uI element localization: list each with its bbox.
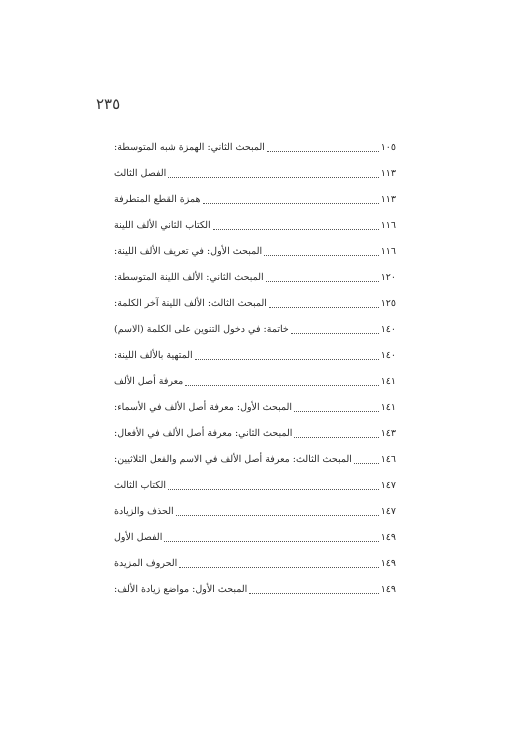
toc-dot-leader bbox=[266, 281, 379, 282]
toc-entry bbox=[114, 496, 396, 522]
toc-entry-page: ١٢٥ bbox=[380, 298, 396, 309]
toc-dot-leader bbox=[168, 489, 379, 490]
toc-dot-leader bbox=[249, 593, 378, 594]
toc-entry bbox=[114, 470, 396, 496]
toc-dot-leader bbox=[354, 463, 379, 464]
toc-entry bbox=[114, 574, 396, 600]
toc-entry bbox=[114, 366, 396, 392]
toc-dot-leader bbox=[203, 203, 379, 204]
toc-entry-title: الكتاب الثالث bbox=[114, 480, 167, 491]
toc-entry-page: ١٤٩ bbox=[380, 532, 396, 543]
toc-entry-page: ١٤٠ bbox=[380, 350, 396, 361]
toc-entry-title: المبحث الثالث: الألف اللينة آخر الكلمة: bbox=[114, 298, 267, 309]
toc-entry bbox=[114, 158, 396, 184]
toc-entry-page: ١٤٧ bbox=[380, 480, 396, 491]
toc-entry-page: ١٤٧ bbox=[380, 506, 396, 517]
toc-entry-page: ١١٣ bbox=[380, 168, 396, 179]
toc-entry-page: ١٤٠ bbox=[380, 324, 396, 335]
toc-entry bbox=[114, 236, 396, 262]
toc-dot-leader bbox=[185, 385, 378, 386]
toc-entry-title: المبحث الأول: مواضع زيادة الألف: bbox=[114, 584, 248, 595]
toc-dot-leader bbox=[168, 177, 378, 178]
toc-entry-page: ١٤٩ bbox=[380, 558, 396, 569]
toc-entry bbox=[114, 184, 396, 210]
toc-dot-leader bbox=[294, 411, 379, 412]
toc-entry-title: معرفة أصل الألف bbox=[114, 376, 184, 387]
toc-entry-page: ١٤١ bbox=[380, 402, 396, 413]
toc-entry bbox=[114, 444, 396, 470]
toc-entry-title: المبحث الثاني: الهمزة شبه المتوسطة: bbox=[114, 142, 265, 153]
toc-entry-title: الكتاب الثاني الألف اللينة bbox=[114, 220, 211, 231]
toc-entry-page: ١١٦ bbox=[380, 220, 396, 231]
toc-dot-leader bbox=[291, 333, 379, 334]
toc-entry-title: الفصل الثالث bbox=[114, 168, 167, 179]
toc-entry bbox=[114, 288, 396, 314]
toc-entry-page: ١٤١ bbox=[380, 376, 396, 387]
toc-entry-page: ١١٣ bbox=[380, 194, 396, 205]
toc-entry-page: ١٤٩ bbox=[380, 584, 396, 595]
toc-entry bbox=[114, 132, 396, 158]
toc-dot-leader bbox=[179, 567, 378, 568]
toc-entry bbox=[114, 262, 396, 288]
toc-entry-page: ١٢٠ bbox=[380, 272, 396, 283]
toc-dot-leader bbox=[267, 151, 379, 152]
toc-entry-page: ١٤٣ bbox=[380, 428, 396, 439]
toc-entry bbox=[114, 548, 396, 574]
toc-entry-title: المبحث الأول: في تعريف الألف اللينة: bbox=[114, 246, 263, 257]
toc-entry-title: الحذف والزيادة bbox=[114, 506, 174, 517]
toc-entry-title: همزة القطع المتطرفة bbox=[114, 194, 201, 205]
toc-entry-title: الفصل الأول bbox=[114, 532, 163, 543]
toc-dot-leader bbox=[294, 437, 378, 438]
toc-entry bbox=[114, 418, 396, 444]
toc-dot-leader bbox=[269, 307, 379, 308]
toc-entry-title: المبحث الأول: معرفة أصل الألف في الأسماء: bbox=[114, 402, 292, 413]
table-of-contents bbox=[114, 132, 396, 600]
page-number: ٢٣٥ bbox=[96, 95, 121, 113]
toc-entry-page: ١١٦ bbox=[380, 246, 396, 257]
toc-entry-title: خاتمة: في دخول التنوين على الكلمة (الاسم) bbox=[114, 324, 289, 335]
toc-dot-leader bbox=[264, 255, 379, 256]
toc-dot-leader bbox=[213, 229, 379, 230]
toc-dot-leader bbox=[164, 541, 378, 542]
toc-entry bbox=[114, 522, 396, 548]
toc-entry-page: ١٤٦ bbox=[380, 454, 396, 465]
toc-entry-title: المبحث الثاني: الألف اللينة المتوسطة: bbox=[114, 272, 264, 283]
toc-dot-leader bbox=[176, 515, 379, 516]
toc-entry bbox=[114, 210, 396, 236]
toc-entry bbox=[114, 340, 396, 366]
toc-entry-title: الحروف المزيدة bbox=[114, 558, 178, 569]
toc-entry-title: المبحث الثاني: معرفة أصل الألف في الأفعال: bbox=[114, 428, 293, 439]
toc-entry-title: المتهية بالألف اللينة: bbox=[114, 350, 193, 361]
toc-entry bbox=[114, 314, 396, 340]
toc-entry bbox=[114, 392, 396, 418]
toc-entry-page: ١٠٥ bbox=[380, 142, 396, 153]
toc-entry-title: المبحث الثالث: معرفة أصل الألف في الاسم والفعل الثلاثيين: bbox=[114, 454, 352, 465]
toc-dot-leader bbox=[195, 359, 379, 360]
